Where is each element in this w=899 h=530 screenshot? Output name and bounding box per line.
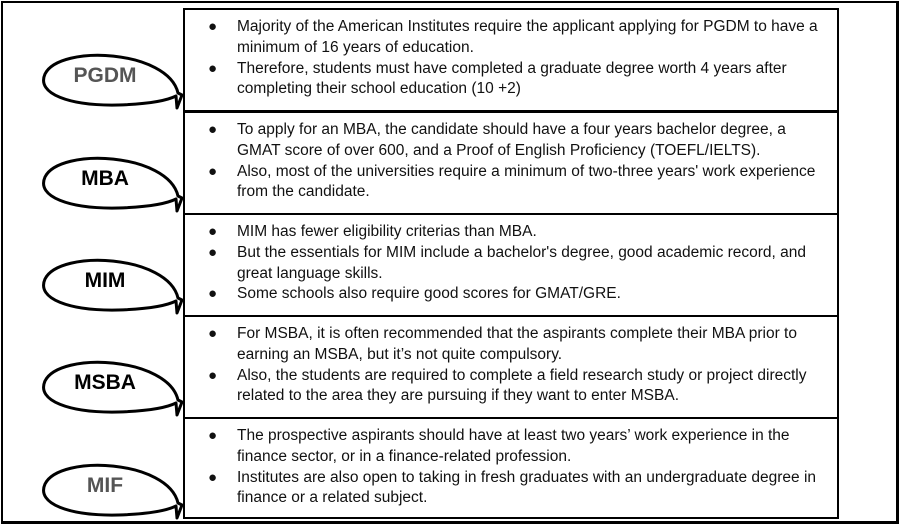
bullet-dot-icon: ● [208, 366, 218, 384]
bullet-item [208, 59, 831, 101]
bubble-mif [0, 450, 190, 530]
bubble-pgdm [0, 40, 190, 120]
bullet-item [208, 468, 831, 510]
bullet-item [208, 222, 831, 243]
bullet-dot-icon: ● [208, 468, 218, 486]
bullet-item [208, 426, 831, 468]
bullet-dot-icon: ● [208, 427, 218, 444]
bullet-text: Majority of the American Institutes require the applicant applying for PGDM to have a minimum of 16 years of education. [237, 18, 818, 56]
panel-mim [183, 213, 839, 317]
bubble-mba [0, 143, 190, 223]
bubble-label: PGDM [73, 64, 137, 87]
bubble-label: MIF [86, 474, 124, 497]
bullet-item [208, 120, 831, 162]
bullet-dot-icon: ● [208, 18, 218, 35]
panel-pgdm [183, 8, 839, 112]
bullet-dot-icon: ● [208, 243, 218, 261]
panel-mif [183, 417, 839, 519]
bullet-dot-icon: ● [208, 121, 218, 138]
bullet-item [208, 284, 831, 305]
bullet-text: Also, most of the universities require a minimum of two-three years' work experience from the candidate. [237, 162, 816, 201]
bullet-dot-icon: ● [208, 285, 218, 303]
panel-mba [183, 111, 839, 215]
bullet-item [208, 162, 831, 204]
bubble-label: MSBA [74, 371, 136, 394]
bubble-msba [0, 347, 190, 427]
bullet-item [208, 243, 831, 285]
bullet-dot-icon: ● [208, 59, 218, 77]
bullet-text: Institutes are also open to taking in fresh graduates with an undergraduate degree in finance or a related subject. [237, 468, 817, 507]
bullet-text: The prospective aspirants should have at least two years’ work experience in the finance sector, or in a finance-related profession. [237, 427, 790, 465]
bullet-text: For MSBA, it is often recommended that the aspirants complete their MBA prior to earning an MSBA, but it’s not quite compulsory. [237, 325, 797, 363]
bullet-text: Therefore, students must have completed a graduate degree worth 4 years after completing their school education (10 +2) [237, 59, 787, 98]
bullet-text: MIM has fewer eligibility criterias than MBA. [237, 223, 537, 240]
panel-msba [183, 315, 839, 419]
bullet-item [208, 366, 831, 408]
bullet-dot-icon: ● [208, 223, 218, 240]
bullet-dot-icon: ● [208, 162, 218, 180]
bullet-text: Also, the students are required to complete a field research study or project directly related to the area they are pursuing if they want to enter MSBA. [237, 366, 807, 405]
bullet-text: But the essentials for MIM include a bachelor's degree, good academic record, and great language skills. [237, 243, 807, 282]
bullet-text: Some schools also require good scores for GMAT/GRE. [237, 285, 621, 303]
bullet-item [208, 324, 831, 366]
bullet-dot-icon: ● [208, 325, 218, 342]
bubble-mim [0, 245, 190, 325]
bullet-item [208, 17, 831, 59]
bubble-label: MBA [81, 167, 129, 190]
bullet-text: To apply for an MBA, the candidate should have a four years bachelor degree, a GMAT score of over 600, and a Proof of English Proficiency (TOEFL/IELTS). [237, 121, 786, 159]
bubble-label: MIM [84, 269, 126, 292]
